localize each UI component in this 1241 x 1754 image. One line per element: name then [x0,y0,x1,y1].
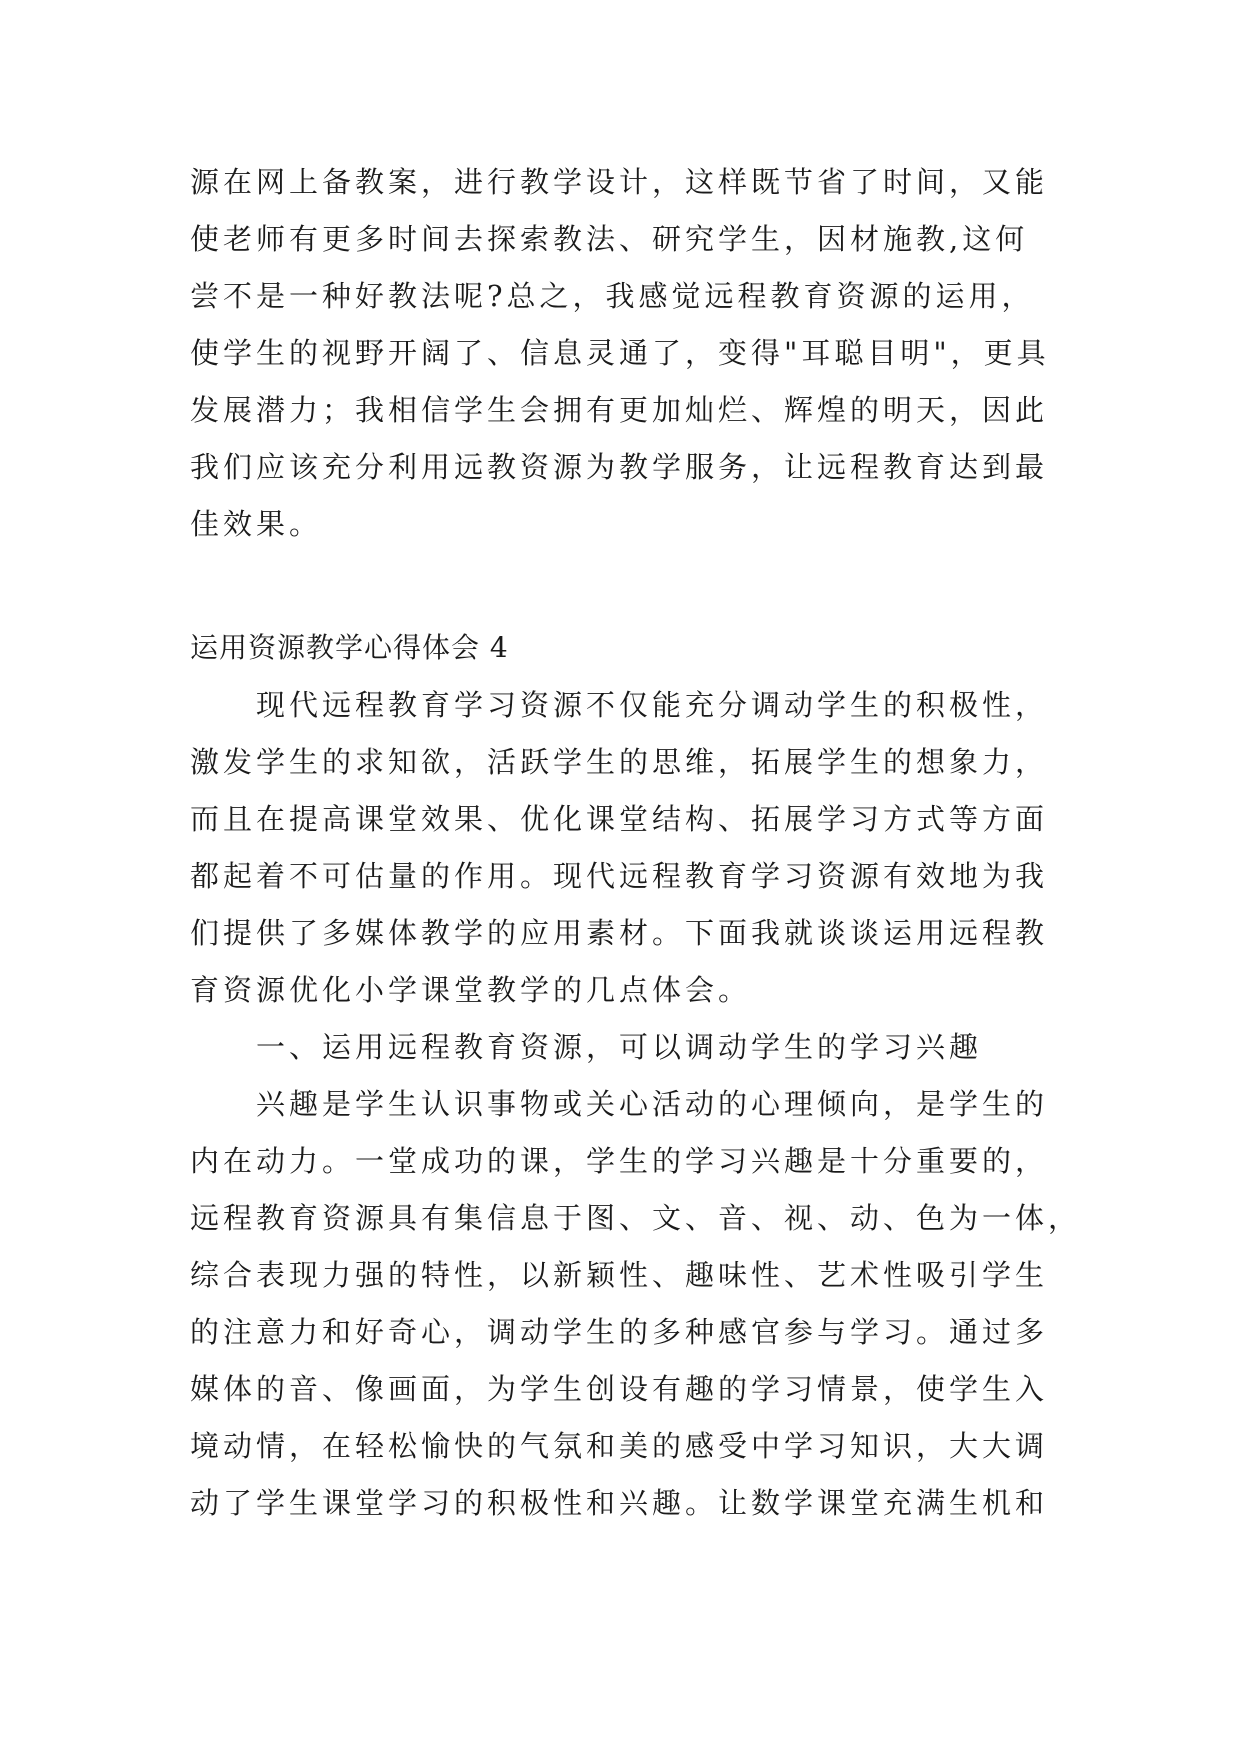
paragraph-line: 发展潜力；我相信学生会拥有更加灿烂、辉煌的明天，因此 [190,393,1049,427]
paragraph-line: 佳效果。 [190,507,323,541]
paragraph-line: 源在网上备教案，进行教学设计，这样既节省了时间，又能 [190,165,1049,199]
subheading: 一、运用远程教育资源，可以调动学生的学习兴趣 [256,1030,983,1064]
paragraph-line: 我们应该充分利用远教资源为教学服务，让远程教育达到最 [190,450,1049,484]
paragraph-line: 远程教育资源具有集信息于图、文、音、视、动、色为一体， [190,1201,1082,1235]
paragraph-line: 的注意力和好奇心，调动学生的多种感官参与学习。通过多 [190,1315,1049,1349]
paragraph-line: 们提供了多媒体教学的应用素材。下面我就谈谈运用远程教 [190,916,1049,950]
paragraph-line: 使老师有更多时间去探索教法、研究学生，因材施教,这何 [190,222,1029,256]
paragraph-line: 激发学生的求知欲，活跃学生的思维，拓展学生的想象力， [190,745,1049,779]
paragraph-line: 综合表现力强的特性，以新颖性、趣味性、艺术性吸引学生 [190,1258,1049,1292]
paragraph-line: 都起着不可估量的作用。现代远程教育学习资源有效地为我 [190,859,1049,893]
paragraph-line: 尝不是一种好教法呢?总之，我感觉远程教育资源的运用， [190,279,1035,313]
paragraph-line: 育资源优化小学课堂教学的几点体会。 [190,973,752,1007]
paragraph-line: 境动情，在轻松愉快的气氛和美的感受中学习知识，大大调 [190,1429,1049,1463]
section-heading: 运用资源教学心得体会 4 [190,631,509,664]
paragraph-line: 媒体的音、像画面，为学生创设有趣的学习情景，使学生入 [190,1372,1049,1406]
paragraph-line: 动了学生课堂学习的积极性和兴趣。让数学课堂充满生机和 [190,1486,1049,1520]
paragraph-line: 使学生的视野开阔了、信息灵通了，变得"耳聪目明"，更具 [190,336,1050,370]
paragraph-line: 兴趣是学生认识事物或关心活动的心理倾向，是学生的 [256,1087,1049,1121]
paragraph-line: 内在动力。一堂成功的课，学生的学习兴趣是十分重要的， [190,1144,1049,1178]
paragraph-line: 而且在提高课堂效果、优化课堂结构、拓展学习方式等方面 [190,802,1049,836]
paragraph-line: 现代远程教育学习资源不仅能充分调动学生的积极性， [256,688,1049,722]
